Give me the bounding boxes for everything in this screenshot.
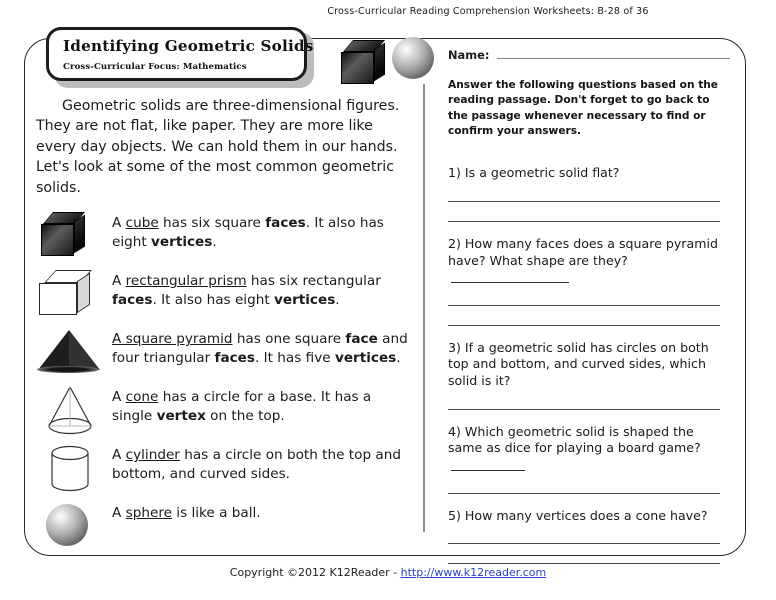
keyword-faces: faces [112,291,153,308]
solid-description-cone [112,382,408,426]
text-a: has six rectangular [246,273,381,290]
text-c: . [335,291,340,308]
question-text: 3) If a geometric solid has circles on both top and bottom, and curved sides, which solid is it? [448,339,709,389]
answer-line[interactable] [448,543,720,544]
solid-description-square-pyramid [112,324,408,368]
sphere-icon [36,498,112,554]
answer-line[interactable] [448,201,720,202]
document-header [0,6,776,17]
answer-line[interactable] [448,221,720,222]
solid-term: rectangular prism [125,273,247,290]
rectangular-prism-icon [36,266,112,322]
question-text: 5) How many vertices does a cone have? [448,507,708,523]
question-2 [448,236,730,326]
keyword-vertices: vertices [273,291,336,308]
keyword-vertices: vertices [151,233,213,250]
page-subtitle: Cross-Curricular Focus: Mathematics [63,62,247,72]
text-b: and four triangular [112,331,408,366]
solid-description-cube [112,208,408,252]
question-text-span: 4) Which geometric solid is shaped the same as dice for playing a board game? [448,423,701,456]
list-item [36,208,414,264]
text-a: has six square [158,215,266,232]
text-b: . It also has eight [112,215,384,250]
cylinder-shape [46,443,100,495]
k12reader-link[interactable]: http://www.k12reader.com [400,566,547,579]
text-b: . It also has eight [152,291,274,308]
question-3 [448,340,730,410]
text-b: on the top. [205,407,285,424]
text-lead: A [112,447,126,464]
question-4 [448,424,730,494]
list-item [36,498,414,554]
answer-line[interactable] [448,305,720,306]
solid-term: cylinder [125,447,180,464]
keyword-faces: faces [265,215,306,232]
inline-answer-blank[interactable] [451,459,525,471]
title-plate [46,27,314,81]
answer-line[interactable] [448,493,720,494]
text-d: . [396,349,401,366]
text-a: is like a ball. [171,505,261,522]
list-item [36,266,414,322]
list-item [36,324,414,380]
solid-term: A square pyramid [112,331,233,348]
text-c: . [212,233,217,250]
passage-paragraph: Geometric solids are three-dimensional figures. They are not flat, like paper. They are more like every day objects. We can hold them in our hands. Let's look at some of the most common geometric solids. [36,98,400,196]
sphere-icon [392,37,434,79]
cylinder-icon [36,440,112,496]
text-lead: A [112,389,126,406]
text-lead: A [112,273,126,290]
question-text-span: 2) How many faces does a square pyramid have? What shape are they? [448,236,718,268]
cone-shape [44,384,100,436]
solid-term: cone [125,389,159,406]
question-1 [448,165,730,222]
question-text [448,424,728,474]
page-title: Identifying Geometric Solids [63,37,314,55]
keyword-vertices: vertices [334,349,397,366]
decorative-solids-group [336,32,440,84]
question-text [448,236,728,286]
solid-description-cylinder [112,440,408,484]
solid-term: cube [125,215,159,232]
name-label: Name: [448,48,490,62]
list-item [36,440,414,496]
copyright-text: Copyright ©2012 K12Reader - [229,566,401,579]
solid-description-sphere [112,498,408,523]
cube-icon [36,208,112,264]
instructions-text: Answer the following questions based on the reading passage. Don't forget to go back to the passage whenever necessary to find or confirm your answers. [448,79,718,138]
text-lead: A [112,215,126,232]
footer [0,566,776,579]
worksheet-series-label: Cross-Curricular Reading Comprehension Worksheets: B-28 of 36 [327,6,649,17]
inline-answer-blank[interactable] [451,271,569,283]
column-divider [423,84,425,532]
text-lead: A [112,505,126,522]
keyword-faces: faces [214,349,255,366]
question-text: 1) Is a geometric solid flat? [448,165,620,181]
text-a: has a circle on both the top and bottom, and curved sides. [112,447,401,482]
reading-passage-column [36,96,414,556]
solid-description-rectangular-prism [112,266,408,310]
cone-icon [36,382,112,438]
solid-term: sphere [125,505,172,522]
keyword-face: face [345,331,378,348]
text-c: . It has five [255,349,335,366]
list-item [36,382,414,438]
name-field[interactable] [448,48,730,62]
question-5 [448,508,730,565]
text-a: has one square [232,331,346,348]
name-input[interactable] [497,58,730,59]
square-pyramid-icon [36,324,112,380]
answer-line[interactable] [448,325,720,326]
text-a: has a circle for a base. It has a single [112,389,372,424]
answer-line[interactable] [448,563,720,564]
answer-line[interactable] [448,409,720,410]
questions-column [444,48,730,564]
keyword-vertex: vertex [156,407,206,424]
cube-icon [336,36,382,80]
